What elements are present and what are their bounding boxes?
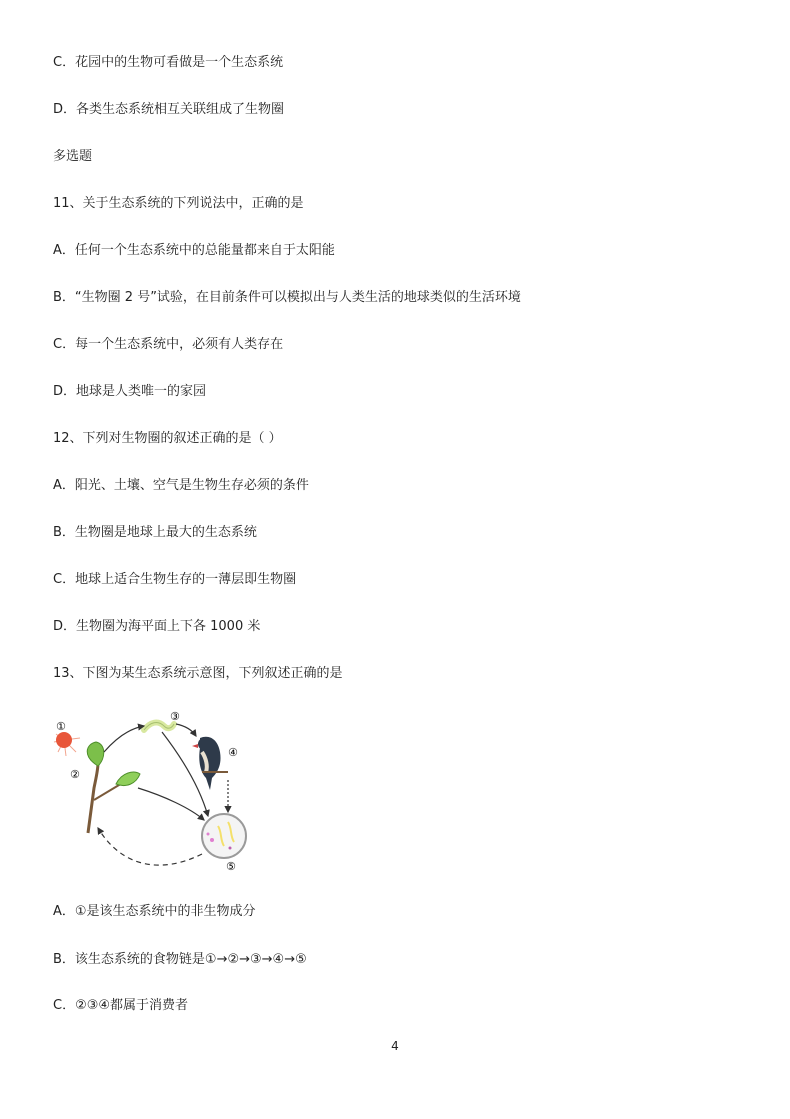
- option-c-prev: C．花园中的生物可看做是一个生态系统: [53, 55, 284, 70]
- label-5: ⑤: [226, 860, 236, 873]
- q12-option-b: B．生物圈是地球上最大的生态系统: [53, 525, 257, 540]
- question-12: 12、下列对生物圈的叙述正确的是（ ）: [53, 431, 282, 446]
- sun-icon: [54, 732, 80, 756]
- q12-option-c: C．地球上适合生物生存的一薄层即生物圈: [53, 572, 297, 587]
- label-4: ④: [228, 746, 238, 759]
- bird-icon: [192, 737, 228, 790]
- label-3: ③: [170, 710, 180, 723]
- ecosystem-diagram: [52, 708, 252, 878]
- question-11: 11、关于生态系统的下列说法中，正确的是: [53, 196, 304, 211]
- page-number: 4: [391, 1039, 399, 1053]
- q13-option-c: C．②③④都属于消费者: [53, 998, 189, 1013]
- q11-option-a: A．任何一个生态系统中的总能量都来自于太阳能: [53, 243, 335, 258]
- q12-option-a: A．阳光、土壤、空气是生物生存必须的条件: [53, 478, 309, 493]
- plant-icon: [87, 742, 140, 833]
- q11-option-d: D．地球是人类唯一的家园: [53, 384, 207, 399]
- q11-option-b: B．“生物圈 2 号”试验，在目前条件可以模拟出与人类生活的地球类似的生活环境: [53, 290, 521, 305]
- q13-option-b: B．该生态系统的食物链是①→②→③→④→⑤: [53, 952, 307, 967]
- option-d-prev: D．各类生态系统相互关联组成了生物圈: [53, 102, 285, 117]
- label-1: ①: [56, 720, 66, 733]
- section-heading: 多选题: [53, 149, 93, 164]
- q11-option-c: C．每一个生态系统中，必须有人类存在: [53, 337, 284, 352]
- caterpillar-icon: [144, 723, 174, 730]
- decomposer-icon: [202, 814, 246, 858]
- q12-option-d: D．生物圈为海平面上下各 1000 米: [53, 619, 261, 634]
- question-13: 13、下图为某生态系统示意图，下列叙述正确的是: [53, 666, 343, 681]
- label-2: ②: [70, 768, 80, 781]
- q13-option-a: A．①是该生态系统中的非生物成分: [53, 904, 256, 919]
